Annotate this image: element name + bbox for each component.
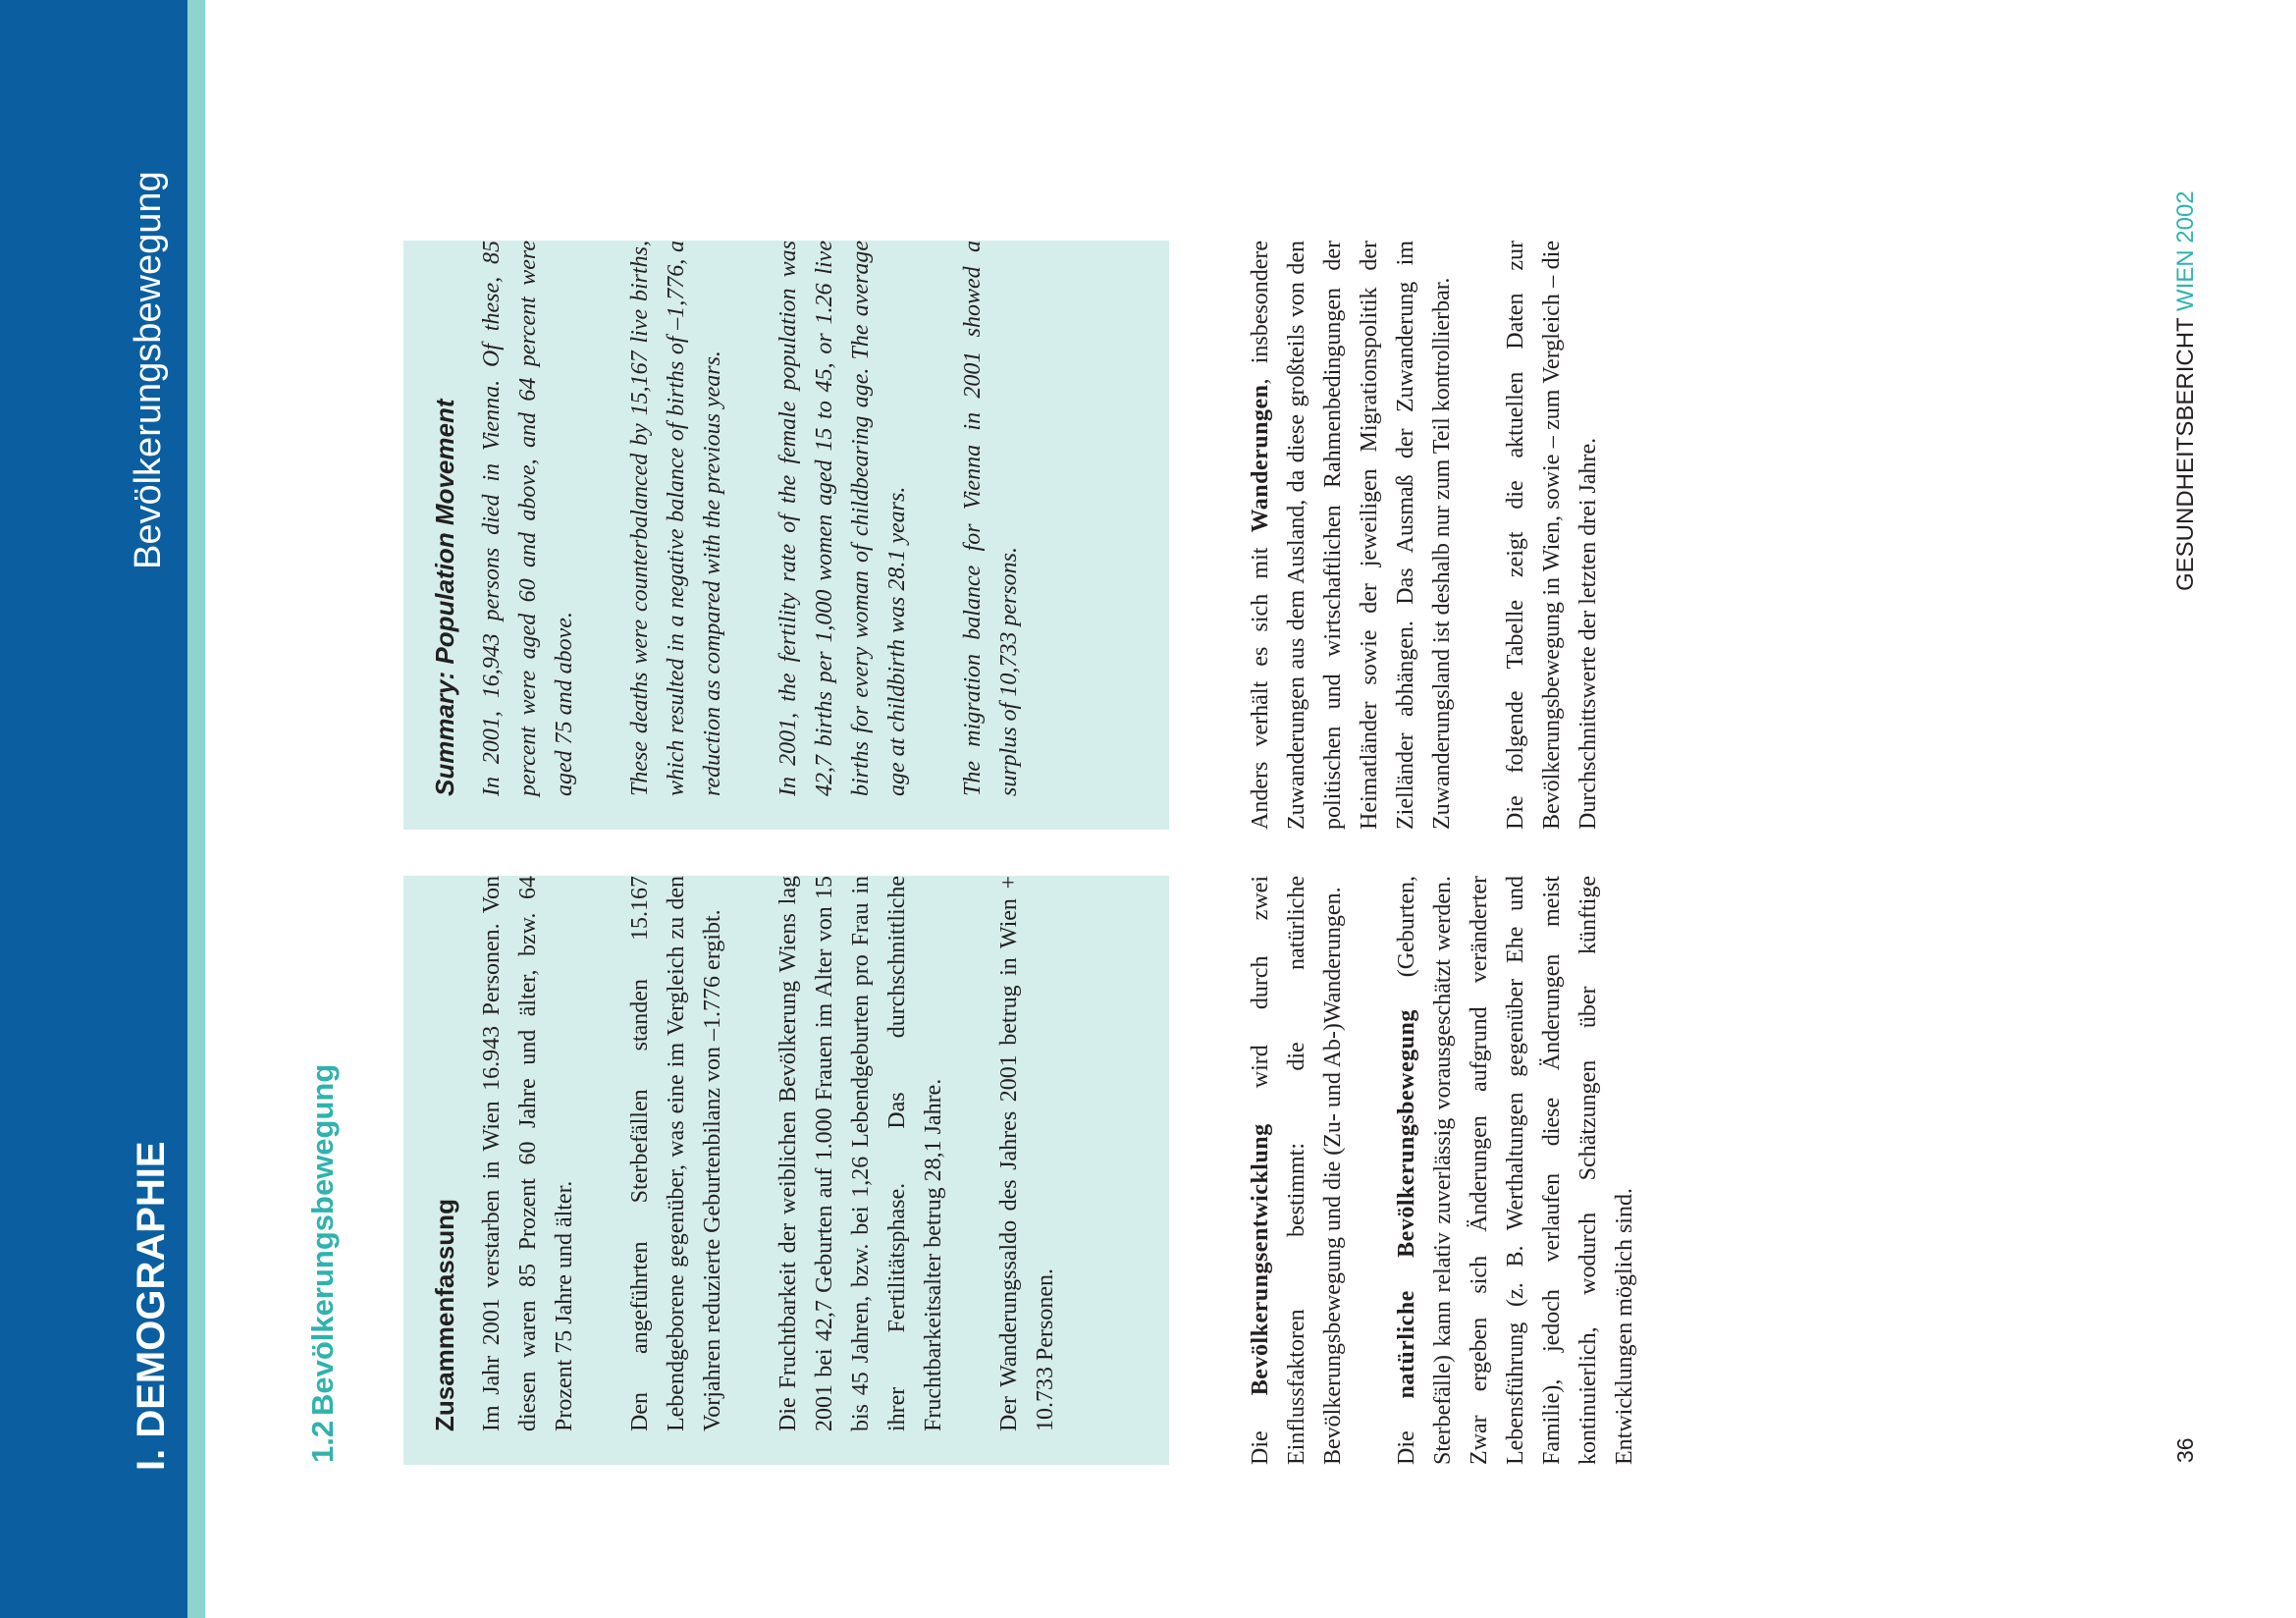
- summary-paragraph: Im Jahr 2001 verstarben in Wien 16.943 Personen. Von diesen waren 85 Prozent 60 Jahre und älter, bzw. 64 Prozent 75 Jahre und älter.: [478, 876, 577, 1431]
- summary-box-german: [403, 876, 1169, 1465]
- report-title: [2174, 190, 2198, 591]
- summary-paragraph: Den angeführten Sterbefällen standen 15.167 Lebendgeborene gegenüber, was eine im Vergleich zu den Vorjahren reduzierte Geburtenbilanz von –1.776 ergibt.: [626, 876, 725, 1431]
- body-column-left: [1243, 876, 1635, 1465]
- section-number: 1.2: [305, 1420, 340, 1463]
- summary-box-english: [403, 241, 1169, 830]
- report-title-accent: WIEN 2002: [2172, 190, 2199, 312]
- summary-paragraph: Der Wanderungssaldo des Jahres 2001 betrug in Wien + 10.733 Personen.: [995, 876, 1058, 1431]
- running-title: Bevölkerungsbewegung: [128, 171, 169, 569]
- summary-paragraph: Die Fruchtbarkeit der weiblichen Bevölkerung Wiens lag 2001 bei 42,7 Geburten auf 1.000 Frauen im Alter von 15 bis 45 Jahren, bzw. bei 1,26 Lebendgeburten pro Frau in ihrer Fertilitätsphase. Das durchschnittliche Fruchtbarkeitsalter betrug 28,1 Jahre.: [774, 876, 946, 1431]
- sidebar-accent-stripe: [187, 0, 205, 1618]
- summary-paragraph: In 2001, 16,943 persons died in Vienna. Of these, 85 percent were aged 60 and above, and 64 percent were aged 75 and above.: [478, 241, 577, 796]
- section-label: I. DEMOGRAPHIE: [130, 1141, 173, 1471]
- summary-paragraph: These deaths were counterbalanced by 15,167 live births, which resulted in a negative balance of births of –1,776, a reduction as compared with the previous years.: [626, 241, 725, 796]
- body-paragraph: Die natürliche Bevölkerungsbewegung (Geburten, Sterbefälle) kann relativ zuverlässig vorausgeschätzt werden. Zwar ergeben sich Änderungen aufgrund veränderter Lebensführung (z. B. Werthaltungen gegenüber Ehe und Familie), jedoch verlaufen diese Änderungen meist kontinuierlich, wodurch Schätzungen über künftige Entwicklungen möglich sind.: [1394, 875, 1637, 1465]
- summary-title-english: Summary: Population Movement: [430, 399, 459, 796]
- bold-term: Bevölkerungsentwicklung: [1248, 1123, 1273, 1396]
- section-title: Bevölkerungsbewegung: [305, 1063, 340, 1416]
- summary-paragraph: The migration balance for Vienna in 2001 showed a surplus of 10,733 persons.: [959, 241, 1022, 796]
- summary-title-german: Zusammenfassung: [430, 1199, 459, 1431]
- summary-paragraph: In 2001, the fertility rate of the female population was 42,7 births per 1,000 women aged 15 to 45, or 1.26 live births for every woman of childbearing age. The average age at childbirth was 28.1 years.: [774, 241, 910, 796]
- body-paragraph: Anders verhält es sich mit Wanderungen, insbesondere Zuwanderungen aus dem Ausland, da diese großteils von den politischen und wirtschaftlichen Rahmenbedingungen der Heimatländer sowie der jeweiligen Migrationspolitik der Zielländer abhängen. Das Ausmaß der Zuwanderung im Zuwanderungsland ist deshalb nur zum Teil kontrollierbar.: [1248, 241, 1455, 830]
- bold-term: natürliche Bevölkerungsbewegung: [1394, 1009, 1419, 1399]
- body-paragraph: Die Bevölkerungsentwicklung wird durch zwei Einflussfaktoren bestimmt: die natürliche Bevölkerungsbewegung und die (Zu- und Ab-)Wanderungen.: [1248, 876, 1346, 1465]
- body-column-right: [1243, 241, 1635, 830]
- body-paragraph: Die folgende Tabelle zeigt die aktuellen Daten zur Bevölkerungsbewegung in Wien, sowie – zum Vergleich – die Durchschnittswerte der letzten drei Jahre.: [1503, 241, 1601, 830]
- page-number: 36: [2172, 1437, 2198, 1463]
- bold-term: Wanderungen: [1248, 384, 1273, 533]
- section-heading: [307, 1064, 338, 1463]
- report-title-prefix: GESUNDHEITSBERICHT: [2172, 311, 2199, 591]
